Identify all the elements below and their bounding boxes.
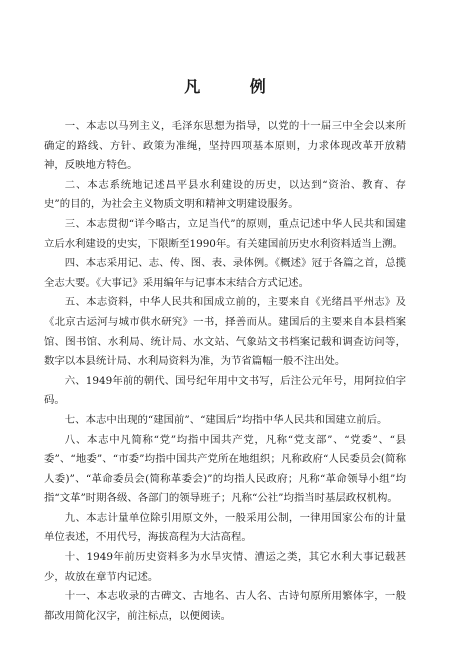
paragraph-10: 十、1949年前历史资料多为水旱灾情、漕运之类，其它水利大事记载甚少，故放在章节内记述。 [44,551,406,583]
paragraph-9: 九、本志计量单位除引用原文外，一般采用公制，一律用国家公布的计量单位表述，不用代号，海拔高程为大沽高程。 [44,511,406,544]
paragraph-8: 八、本志中凡简称“党”均指中国共产党，凡称“党支部”、“党委”、“县委”、“地委”、“市委”均指中国共产党所在地组织；凡称政府“人民委员会(简称人委)”、“革命委员会(简称革委会)”的均指人民政府；凡称“革命领导小组”均指“文革”时期各级、各部门的领导班子；凡称“公社”均指当时基层政权机构。 [44,433,406,505]
paragraph-6: 六、1949年前的朝代、国号纪年用中文书写，后注公元年号，用阿拉伯字码。 [44,374,406,407]
paragraph-7: 七、本志中出现的“建国前”、“建国后”均指中华人民共和国建立前后。 [64,413,388,426]
paragraph-2: 二、本志系统地记述昌平县水利建设的历史，以达到“资治、教育、存史”的目的，为社会主义物质文明和精神文明建设服务。 [44,178,406,211]
page-title: 凡 例 [184,77,288,96]
paragraph-11: 十一、本志收录的古碑文、古地名、古人名、古诗句原所用繁体字，一般都改用简化汉字，前注标点，以便阅读。 [44,590,406,622]
paragraph-3: 三、本志贯彻“详今略古，立足当代”的原则，重点记述中华人民共和国建立后水利建设的史实，下限断至1990年。有关建国前历史水利资料适当上溯。 [44,217,406,250]
paragraph-5: 五、本志资料，中华人民共和国成立前的，主要来自《光绪昌平州志》及《北京古运河与城市供水研究》一书，择善而从。建国后的主要来自本县档案馆、图书馆、水利局、统计局、水文站、气象站文书档案记载和调查访问等，数字以本县统计局、水利局资料为准，为节省篇幅一般不注出处。 [44,296,406,368]
paragraph-1: 一、本志以马列主义，毛泽东思想为指导，以党的十一届三中全会以来所确定的路线、方针、政策为准绳，坚持四项基本原则，力求体现改革开放精神，反映地方特色。 [44,120,406,172]
document-body [44,117,406,626]
paragraph-4: 四、本志采用记、志、传、图、表、录体例。《概述》冠于各篇之首，总揽全志大要。《大事记》采用编年与记事本末结合方式记述。 [44,257,406,289]
